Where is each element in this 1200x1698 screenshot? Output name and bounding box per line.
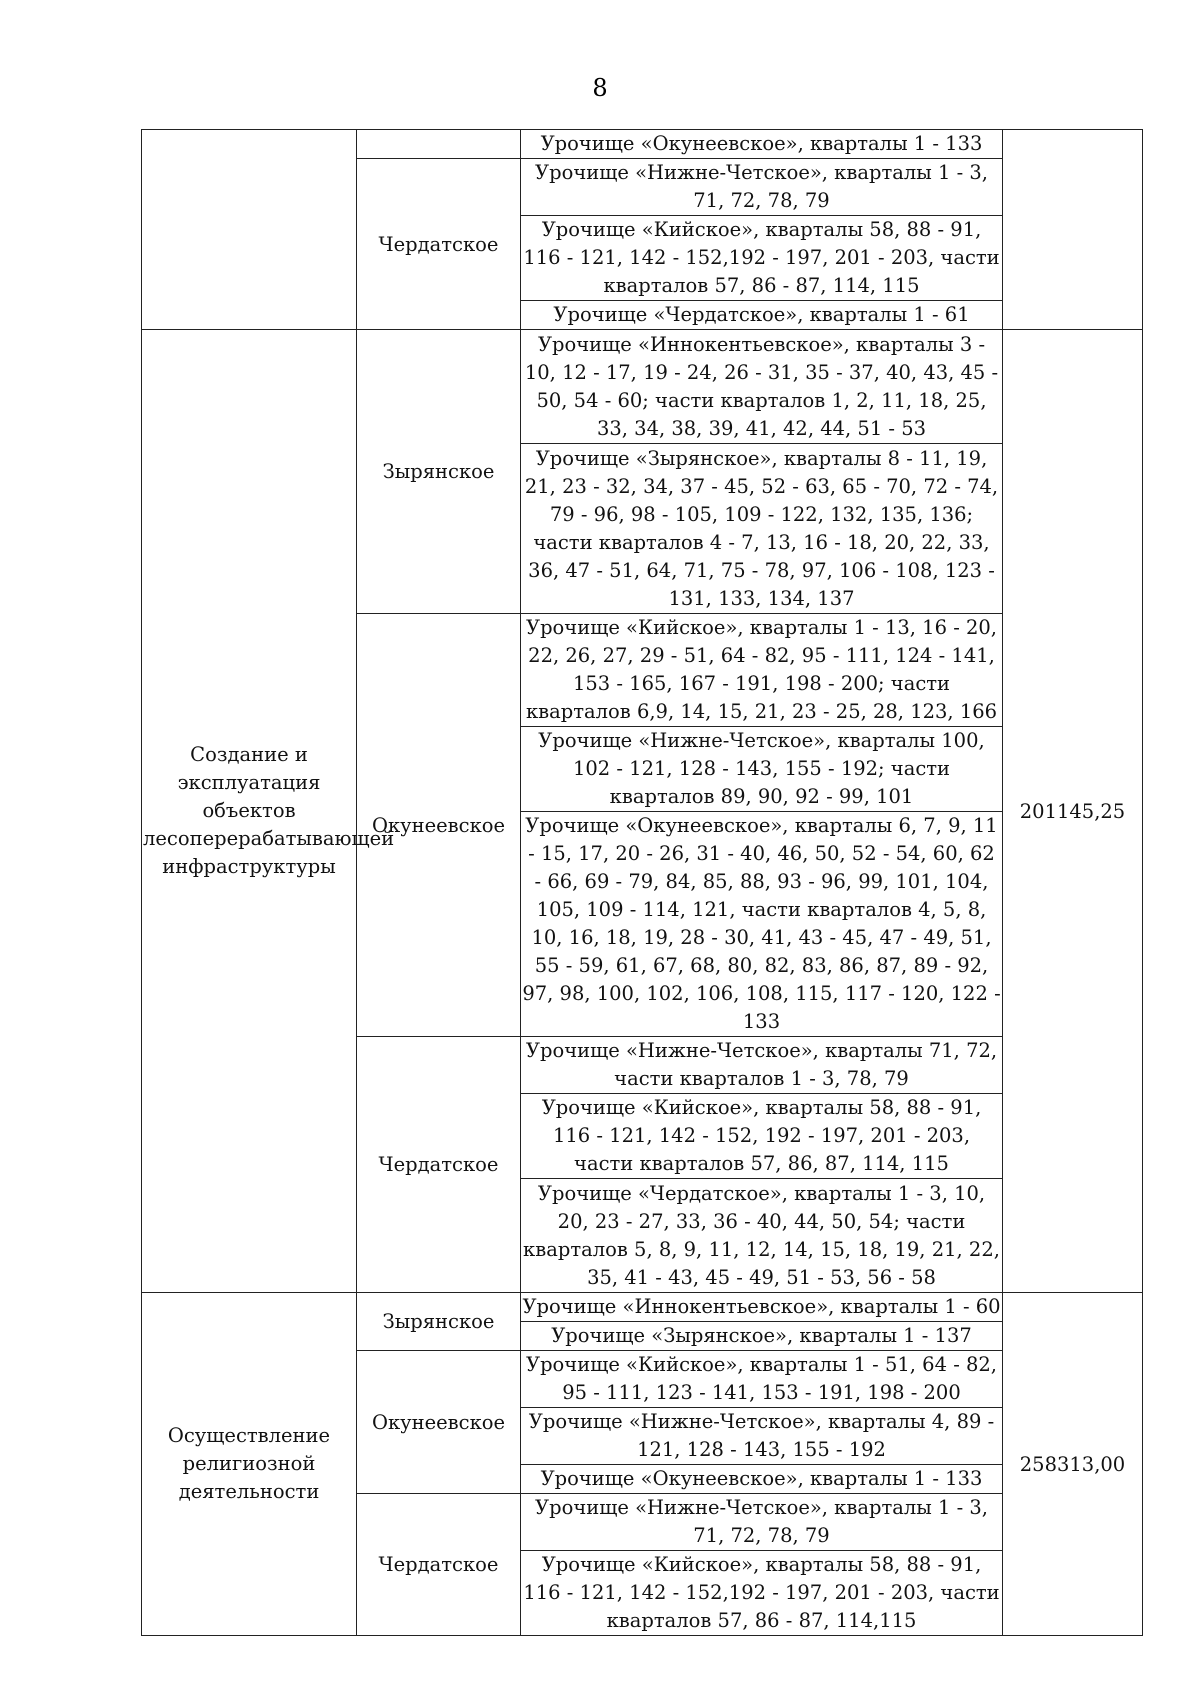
page-number: 8 [592, 74, 608, 102]
tract-cell: Урочище «Окунеевское», кварталы 1 - 133 [521, 1465, 1003, 1494]
tract-cell: Урочище «Иннокентьевское», кварталы 3 - 10, 12 - 17, 19 - 24, 26 - 31, 35 - 37, 40, 43, 45 - 50, 54 - 60; части кварталов 1, 2, 11, 18, 25, 33, 34, 38, 39, 41, 42, 44, 51 - 53 [521, 330, 1003, 444]
tract-cell: Урочище «Нижне-Четское», кварталы 4, 89 - 121, 128 - 143, 155 - 192 [521, 1408, 1003, 1465]
area-cell: 201145,25 [1003, 330, 1143, 1293]
tract-cell: Урочище «Иннокентьевское», кварталы 1 - 60 [521, 1293, 1003, 1322]
forestry-cell: Окунеевское [357, 1351, 521, 1494]
forestry-cell: Чердатское [357, 159, 521, 330]
area-cell: 258313,00 [1003, 1293, 1143, 1636]
activity-cell: Осуществление религиозной деятельности [142, 1293, 357, 1636]
table-row [142, 130, 1143, 159]
forestry-cell [357, 130, 521, 159]
tract-cell: Урочище «Чердатское», кварталы 1 - 61 [521, 301, 1003, 330]
tract-cell: Урочище «Кийское», кварталы 1 - 51, 64 - 82, 95 - 111, 123 - 141, 153 - 191, 198 - 200 [521, 1351, 1003, 1408]
tract-cell: Урочище «Кийское», кварталы 58, 88 - 91, 116 - 121, 142 - 152,192 - 197, 201 - 203, части кварталов 57, 86 - 87, 114, 115 [521, 216, 1003, 301]
forestry-cell: Чердатское [357, 1494, 521, 1636]
forest-areas-table [141, 129, 1143, 1636]
forestry-cell: Окунеевское [357, 614, 521, 1037]
tract-cell: Урочище «Кийское», кварталы 58, 88 - 91, 116 - 121, 142 - 152,192 - 197, 201 - 203, части кварталов 57, 86 - 87, 114,115 [521, 1551, 1003, 1636]
tract-cell: Урочище «Нижне-Четское», кварталы 100, 102 - 121, 128 - 143, 155 - 192; части кварталов 89, 90, 92 - 99, 101 [521, 727, 1003, 812]
activity-cell: Создание и эксплуатация объектов лесоперерабатывающей инфраструктуры [142, 330, 357, 1293]
tract-cell: Урочище «Кийское», кварталы 58, 88 - 91, 116 - 121, 142 - 152, 192 - 197, 201 - 203, части кварталов 57, 86, 87, 114, 115 [521, 1094, 1003, 1179]
tract-cell: Урочище «Зырянское», кварталы 1 - 137 [521, 1322, 1003, 1351]
activity-cell [142, 130, 357, 330]
tract-cell: Урочище «Нижне-Четское», кварталы 1 - 3, 71, 72, 78, 79 [521, 1494, 1003, 1551]
forestry-cell: Зырянское [357, 330, 521, 614]
tract-cell: Урочище «Окунеевское», кварталы 6, 7, 9, 11 - 15, 17, 20 - 26, 31 - 40, 46, 50, 52 - 54, 60, 62 - 66, 69 - 79, 84, 85, 88, 93 - 96, 99, 101, 104, 105, 109 - 114, 121, части кварталов 4, 5, 8, 10, 16, 18, 19, 28 - 30, 41, 43 - 45, 47 - 49, 51, 55 - 59, 61, 67, 68, 80, 82, 83, 86, 87, 89 - 92, 97, 98, 100, 102, 106, 108, 115, 117 - 120, 122 - 133 [521, 812, 1003, 1037]
table-row [142, 330, 1143, 444]
forestry-cell: Зырянское [357, 1293, 521, 1351]
forestry-cell: Чердатское [357, 1037, 521, 1293]
area-cell [1003, 130, 1143, 330]
tract-cell: Урочище «Нижне-Четское», кварталы 1 - 3, 71, 72, 78, 79 [521, 159, 1003, 216]
tract-cell: Урочище «Нижне-Четское», кварталы 71, 72, части кварталов 1 - 3, 78, 79 [521, 1037, 1003, 1094]
tract-cell: Урочище «Зырянское», кварталы 8 - 11, 19, 21, 23 - 32, 34, 37 - 45, 52 - 63, 65 - 70, 72 - 74, 79 - 96, 98 - 105, 109 - 122, 132, 135, 136; части кварталов 4 - 7, 13, 16 - 18, 20, 22, 33, 36, 47 - 51, 64, 71, 75 - 78, 97, 106 - 108, 123 - 131, 133, 134, 137 [521, 444, 1003, 614]
tract-cell: Урочище «Кийское», кварталы 1 - 13, 16 - 20, 22, 26, 27, 29 - 51, 64 - 82, 95 - 111, 124 - 141, 153 - 165, 167 - 191, 198 - 200; части кварталов 6,9, 14, 15, 21, 23 - 25, 28, 123, 166 [521, 614, 1003, 727]
tract-cell: Урочище «Чердатское», кварталы 1 - 3, 10, 20, 23 - 27, 33, 36 - 40, 44, 50, 54; части кварталов 5, 8, 9, 11, 12, 14, 15, 18, 19, 21, 22, 35, 41 - 43, 45 - 49, 51 - 53, 56 - 58 [521, 1179, 1003, 1293]
table-row [142, 1293, 1143, 1322]
tract-cell: Урочище «Окунеевское», кварталы 1 - 133 [521, 130, 1003, 159]
